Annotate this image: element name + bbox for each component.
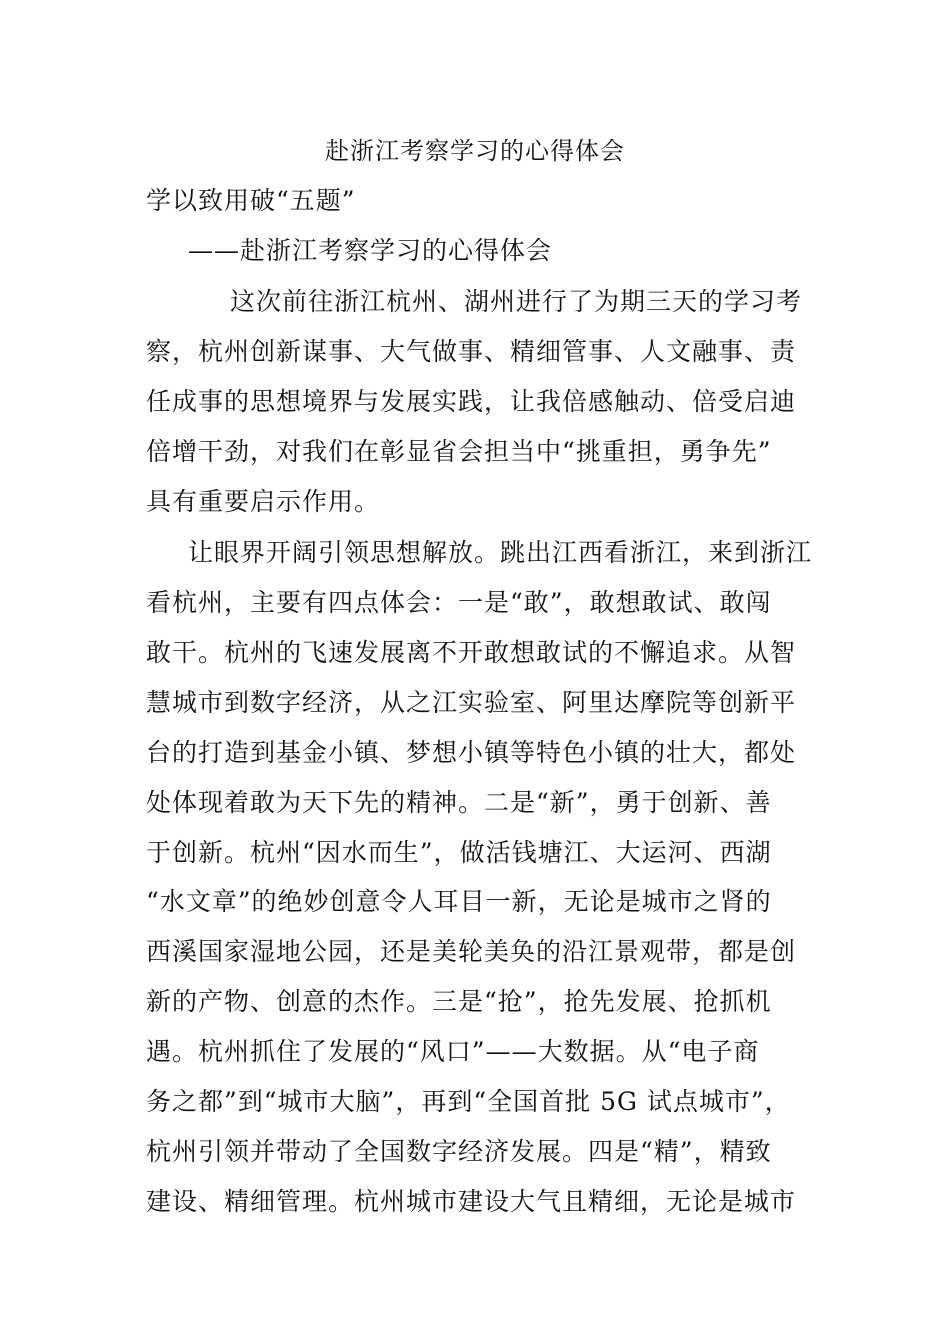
paragraph-line: 敢干。杭州的飞速发展离不开敢想敢试的不懈追求。从智 [146, 638, 797, 667]
paragraph-line: 遇。杭州抓住了发展的“风口”——大数据。从“电子商 [146, 1037, 760, 1066]
paragraph-line: 慧城市到数字经济，从之江实验室、阿里达摩院等创新平 [146, 688, 797, 717]
document-title: 赴浙江考察学习的心得体会 [325, 137, 625, 165]
paragraph-line: 台的打造到基金小镇、梦想小镇等特色小镇的壮大，都处 [146, 738, 797, 767]
paragraph-line: 任成事的思想境界与发展实践，让我倍感触动、倍受启迪 [146, 387, 797, 416]
paragraph-line: 看杭州，主要有四点体会：一是“敢”，敢想敢试、敢闯 [146, 588, 772, 617]
paragraph-line: 倍增干劲，对我们在彰显省会担当中“挑重担，勇争先” [146, 437, 772, 466]
paragraph-line: 建设、精细管理。杭州城市建设大气且精细，无论是城市 [146, 1187, 797, 1216]
document-headline: 学以致用破“五题” [146, 186, 356, 215]
paragraph-line: 西溪国家湿地公园，还是美轮美奂的沿江景观带，都是创 [146, 937, 797, 966]
paragraph-line: 让眼界开阔引领思想解放。跳出江西看浙江，来到浙江 [188, 538, 813, 567]
paragraph-line: 具有重要启示作用。 [146, 487, 381, 516]
paragraph-line: 于创新。杭州“因水而生”，做活钱塘江、大运河、西湖 [146, 838, 772, 867]
paragraph-line: 务之都”到“城市大脑”，再到“全国首批 5G 试点城市”， [146, 1087, 791, 1116]
paragraph-line: 杭州引领并带动了全国数字经济发展。四是“精”，精致 [146, 1137, 772, 1166]
paragraph-line: 处体现着敢为天下先的精神。二是“新”，勇于创新、善 [146, 788, 772, 817]
paragraph-line: 这次前往浙江杭州、湖州进行了为期三天的学习考 [230, 287, 803, 316]
paragraph-line: 察，杭州创新谋事、大气做事、精细管事、人文融事、责 [146, 337, 797, 366]
paragraph-line: 新的产物、创意的杰作。三是“抢”，抢先发展、抢抓机 [146, 987, 772, 1016]
document-subtitle: ——赴浙江考察学习的心得体会 [188, 236, 553, 265]
paragraph-line: “水文章”的绝妙创意令人耳目一新，无论是城市之肾的 [146, 887, 772, 916]
